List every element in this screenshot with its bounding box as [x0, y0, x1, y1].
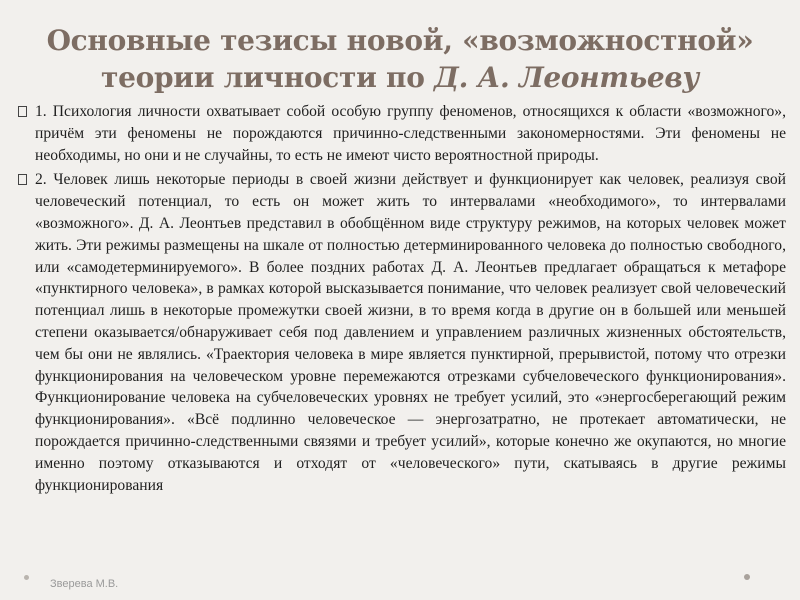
title-line-2-text: теории личности по: [101, 61, 435, 94]
bullet-icon: [18, 106, 27, 117]
title-line-1: Основные тезисы новой, «возможностной»: [46, 24, 754, 57]
footer: [42, 578, 118, 590]
slide-title: [20, 22, 780, 96]
corner-dot-icon: [744, 574, 750, 580]
title-author-name: Д. А. Леонтьеву: [434, 61, 699, 94]
slide-body: [16, 101, 786, 499]
thesis-text-2: 2. Человек лишь некоторые периоды в своей жизни действует и функционирует как человек, реализуя свой человеческий потенциал, то есть он может жить то интервалами «необходимого», то интервалами «возможного». Д. А. Леонтьев представил в обобщённом виде структуру режимов, на которых человек может жить. Эти режимы размещены на шкале от полностью детерминированного человека до полностью свободного, или «самодетерминируемого». В более поздних работах Д. А. Леонтьев предлагает обращаться к метафоре «пунктирного человека», в рамках которой высказывается понимание, что человек реализует свой человеческий потенциал лишь в некоторые промежутки своей жизни, в то время когда в другие он в большей или меньшей степени оказывается/обнаруживает себя под давлением и управлением различных жизненных обстоятельств, чем бы они не являлись. «Траектория человека в мире является пунктирной, прерывистой, потому что отрезки функционирования на человеческом уровне перемежаются отрезками субчеловеческого функционирования». Функционирование человека на субчеловеческих уровнях не требует усилий, это «энергосберегающий режим функционирования». «Всё подлинно человеческое — энергозатратно, не протекает автоматически, не порождается причинно-следственными связями и требует усилий», которые конечно же окупаются, но многие именно поэтому отказываются и отходят от «человеческого» пути, скатываясь в другие режимы функционирования: [35, 171, 786, 494]
footer-author: Зверева М.В.: [50, 578, 119, 590]
bullet-icon: [18, 174, 27, 185]
thesis-text-1: 1. Психология личности охватывает собой особую группу феноменов, относящихся к области «возможного», причём эти феномены не порождаются причинно-следственными закономерностями. Эти феномены не необходимы, но они и не случайны, то есть не имеют чисто вероятностной природы.: [35, 103, 786, 164]
thesis-item-2: [16, 169, 786, 496]
title-line-2: [20, 59, 780, 96]
thesis-item-1: [16, 101, 786, 166]
footer-dot-icon: [24, 575, 29, 580]
